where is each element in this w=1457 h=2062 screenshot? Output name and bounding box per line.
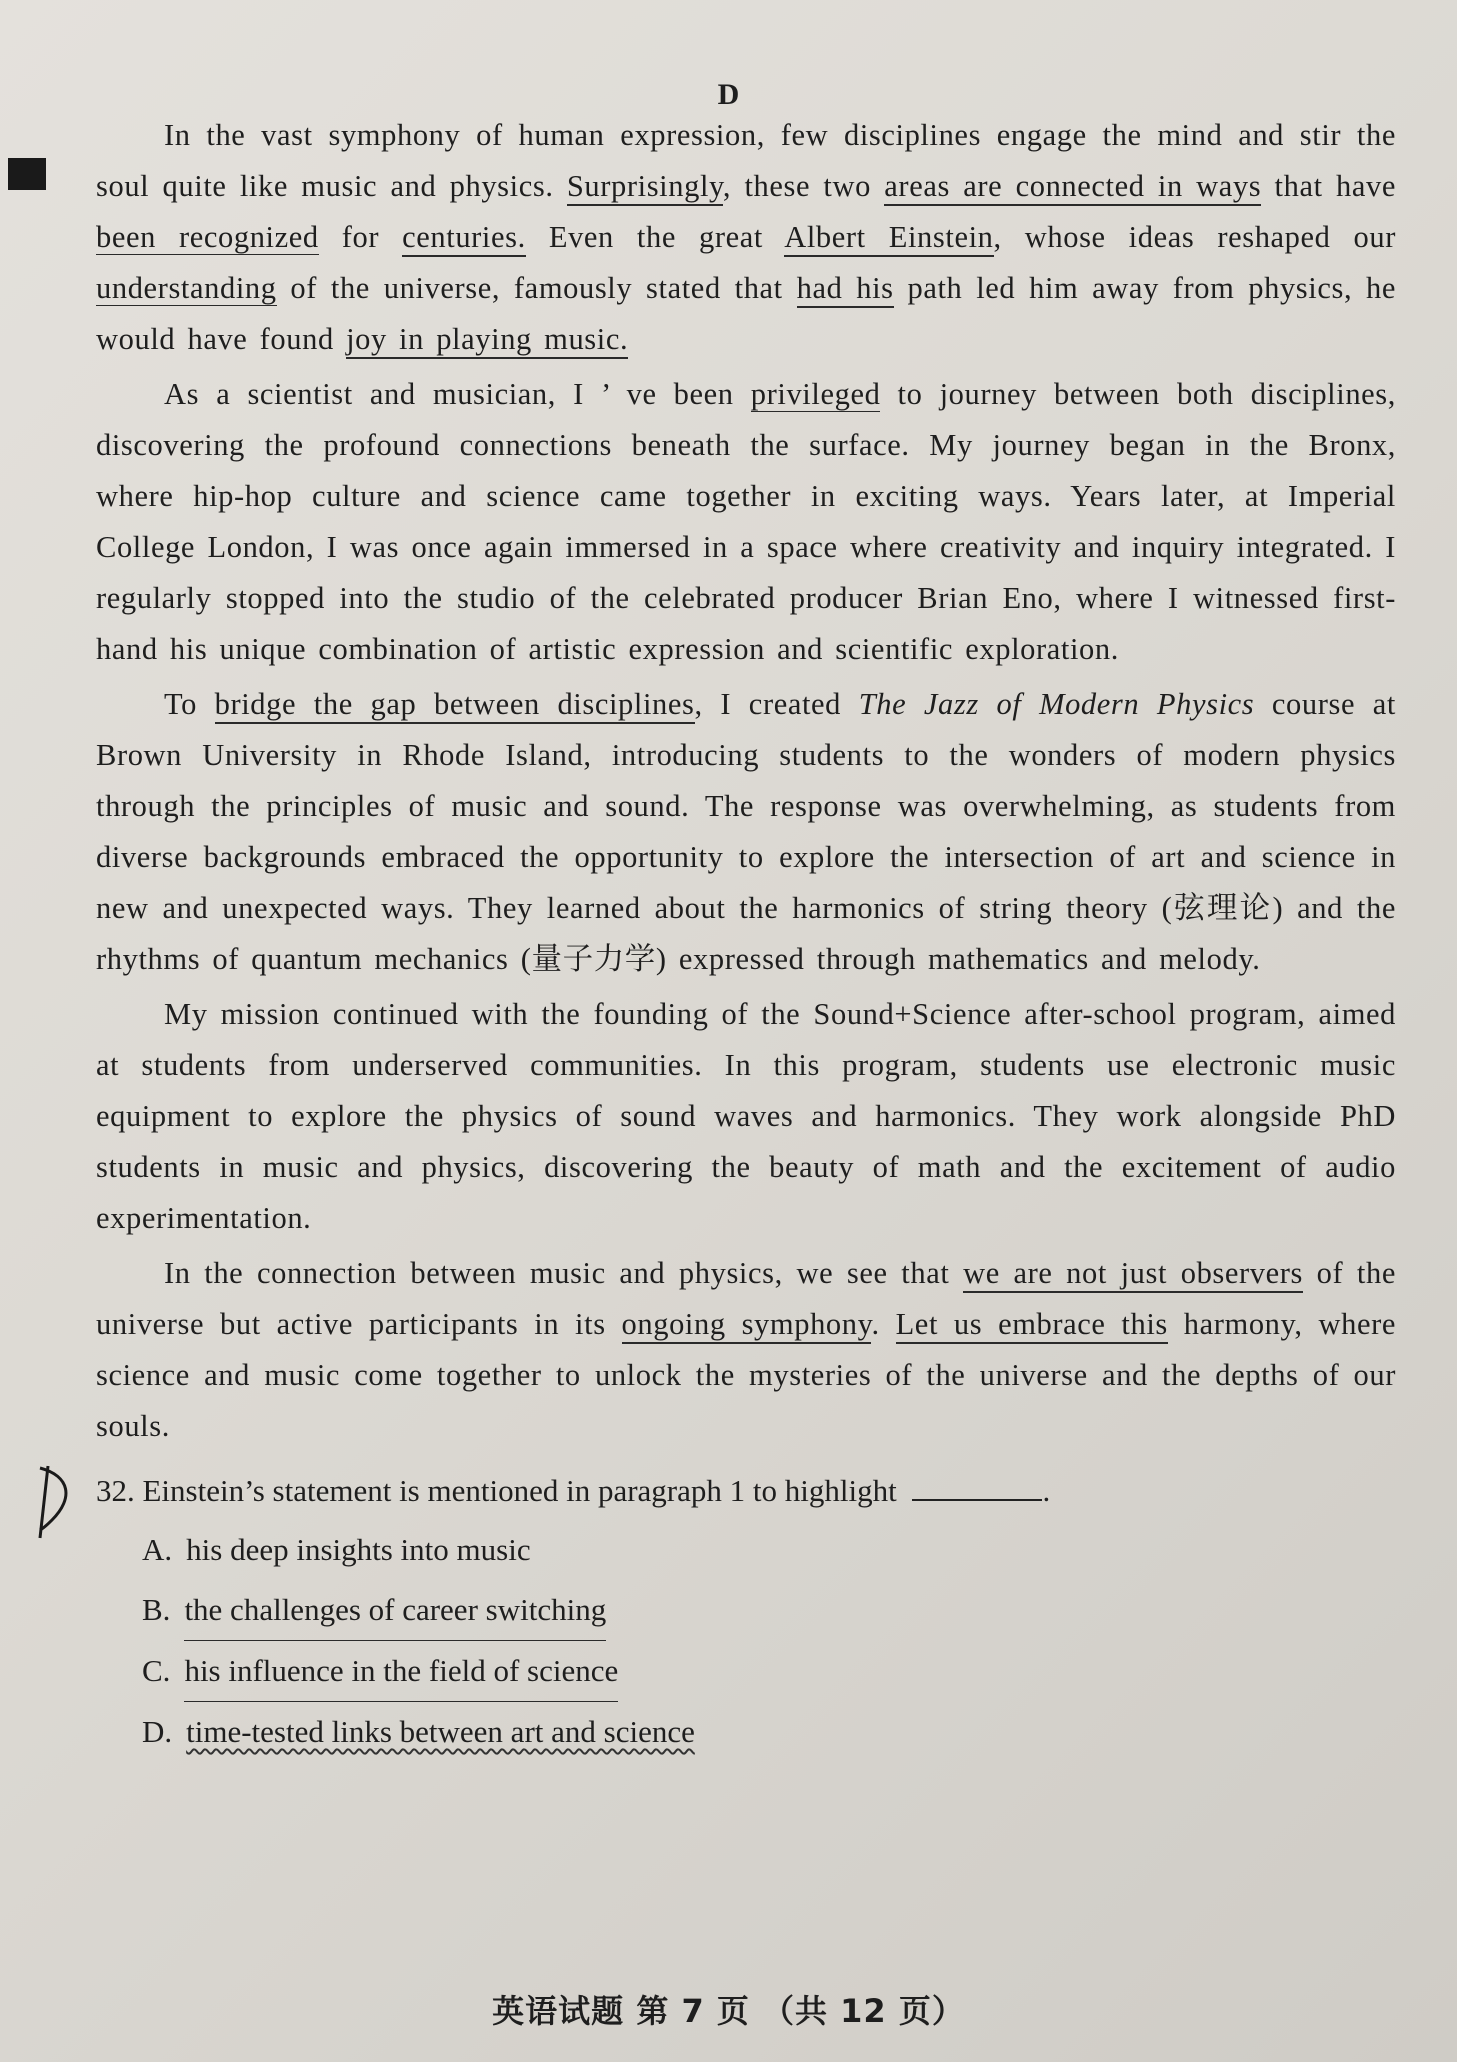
underlined-text: Let us embrace this — [896, 1307, 1168, 1344]
text-run: for — [318, 220, 403, 254]
underlined-text: privileged — [750, 377, 881, 411]
text-run: . — [871, 1307, 896, 1341]
question-number: 32. — [96, 1473, 135, 1508]
text-run: In the vast symphony of human expression, few disciplines engage the mind and stir the soul quite like music and physics. — [96, 118, 1396, 203]
paragraph-4 — [96, 989, 1396, 1244]
section-heading: D — [717, 78, 740, 111]
underlined-text: centuries. — [402, 220, 526, 257]
text-run: course at Brown University in Rhode Island, introducing students to the wonders of modern physics through the principles of music and sound. The response was overwhelming, as students from diverse backgrounds embraced the opportunity to explore the intersection of art and science in new and unexpected ways. They learned about the harmonics of string theory (弦理论) and the rhythms of quantum mechanics (量子力学) expressed through mathematics and melody. — [96, 687, 1396, 976]
underlined-text: Surprisingly — [567, 169, 723, 206]
passage — [96, 110, 1396, 1452]
underlined-text: bridge the gap between disciplines — [215, 687, 695, 724]
passage-container — [96, 110, 1396, 1762]
text-run: As a scientist and musician, I ’ ve been — [164, 377, 751, 411]
option-letter: D. — [142, 1714, 173, 1749]
paragraph-1 — [96, 110, 1396, 365]
question-stem: 32. Einstein’s statement is mentioned in paragraph 1 to highlight . — [96, 1462, 1396, 1520]
text-run: of the universe but active participants in its — [96, 1256, 1396, 1341]
option-letter: B. — [142, 1592, 171, 1627]
underlined-text: been recognized — [96, 220, 319, 254]
option-text: his influence in the field of science — [184, 1641, 618, 1702]
option-c[interactable] — [142, 1641, 1396, 1702]
italic-title: The Jazz of Modern Physics — [858, 687, 1255, 721]
question-text: Einstein’s statement is mentioned in paragraph 1 to highlight — [142, 1473, 897, 1508]
underlined-text: we are not just observers — [963, 1256, 1303, 1293]
underlined-text: ongoing symphony — [622, 1307, 872, 1344]
text-run: that have — [1261, 169, 1396, 203]
option-letter: C. — [142, 1653, 171, 1688]
text-run: To — [164, 687, 215, 721]
paragraph-3 — [96, 679, 1396, 985]
text-run: of the universe, famously stated that — [276, 271, 797, 305]
paragraph-2 — [96, 369, 1396, 675]
text-run: , I created — [694, 687, 859, 721]
text-run: harmony, where science and music come together to unlock the mysteries of the universe and the depths of our souls. — [96, 1307, 1396, 1443]
underlined-text: areas are connected in ways — [884, 169, 1261, 206]
text-run: In the connection between music and physics, we see that — [164, 1256, 964, 1290]
option-text: the challenges of career switching — [184, 1580, 606, 1641]
answer-blank[interactable] — [912, 1475, 1042, 1501]
text-run: , these two — [722, 169, 885, 203]
option-d[interactable] — [142, 1702, 1396, 1762]
text-run: My mission continued with the founding of the Sound+Science after-school program, aimed at students from underserved communities. In this program, students use electronic music equipment to explore the physics of sound waves and harmonics. They work alongside PhD students in music and physics, discovering the beauty of math and the excitement of audio experimentation. — [96, 997, 1396, 1235]
underlined-text: joy in playing music. — [346, 322, 628, 359]
text-run: to journey between both disciplines, discovering the profound connections beneath the surface. My journey began in the Bronx, where hip-hop culture and science came together in exciting ways. Years later, at Imperial College London, I was once again immersed in a space where creativity and inquiry integrated. I regularly stopped into the studio of the celebrated producer Brian Eno, where I witnessed first-hand his unique combination of artistic expression and scientific exploration. — [96, 377, 1396, 666]
option-text: his deep insights into music — [186, 1532, 531, 1567]
answer-options — [96, 1520, 1396, 1762]
option-text: time-tested links between art and science — [186, 1714, 695, 1749]
question-32 — [96, 1462, 1396, 1762]
text-run: Even the great — [525, 220, 785, 254]
paragraph-5 — [96, 1248, 1396, 1452]
option-a[interactable] — [142, 1520, 1396, 1580]
option-b[interactable] — [142, 1580, 1396, 1641]
handwritten-answer-mark — [18, 1458, 78, 1548]
underlined-text: Albert Einstein — [784, 220, 993, 257]
underlined-text: had his — [797, 271, 894, 308]
underlined-text: understanding — [96, 271, 277, 305]
margin-marker — [8, 158, 46, 190]
option-letter: A. — [142, 1532, 173, 1567]
text-run: path led him away from physics, he would have found — [96, 271, 1396, 356]
page-footer: 英语试题 第 7 页 （共 12 页） — [492, 1992, 965, 2030]
text-run: , whose ideas reshaped our — [993, 220, 1396, 254]
